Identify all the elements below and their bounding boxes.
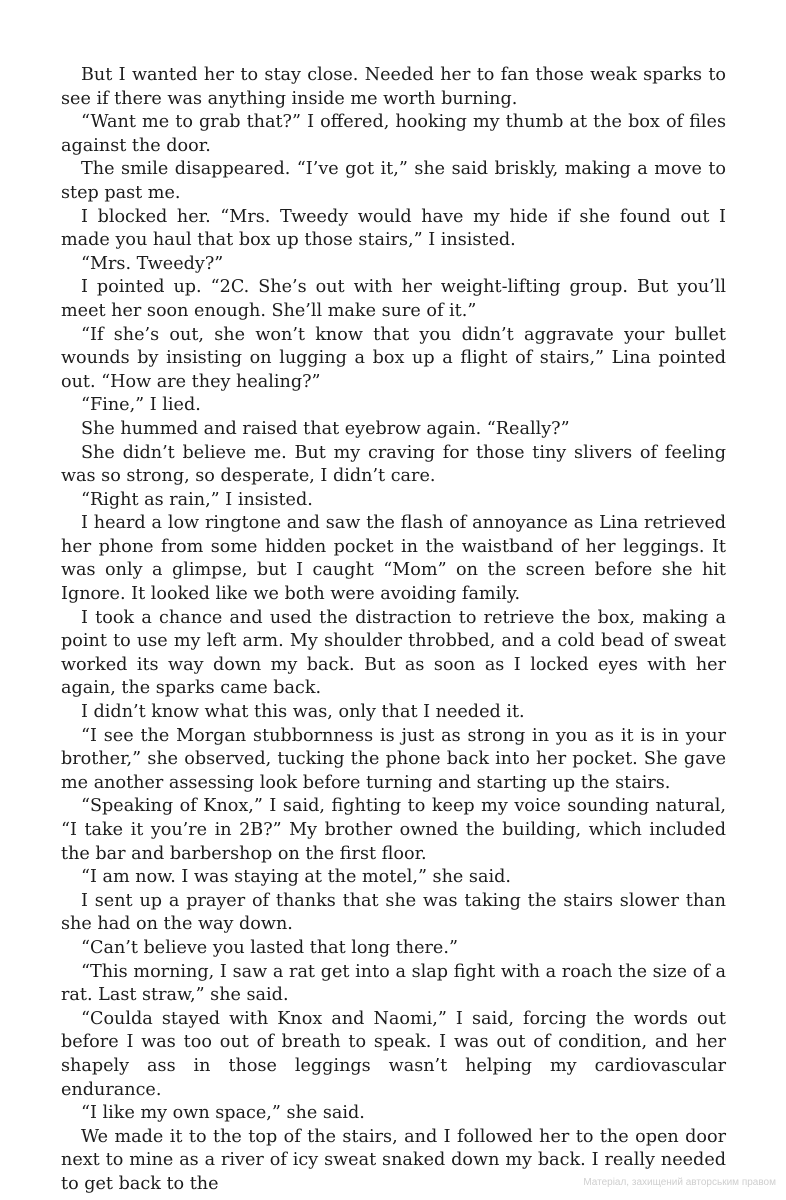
paragraph: “Can’t believe you lasted that long there.” xyxy=(81,937,458,958)
paragraph: “This morning, I saw a rat get into a slap fight with a roach the size of a rat. Last straw,” she said. xyxy=(61,961,726,1006)
paragraph: I heard a low ringtone and saw the flash of annoyance as Lina retrieved her phone from some hidden pocket in the waistband of her leggings. It was only a glimpse, but I caught “Mom” on the screen before she hit Ignore. It looked like we both were avoiding family. xyxy=(61,513,726,605)
paragraph: I didn’t know what this was, only that I needed it. xyxy=(81,702,525,723)
paragraph: “I see the Morgan stubbornness is just as strong in you as it is in your brother,” she observed, tucking the phone back into her pocket. She gave me another assessing look before turning and starting up the stairs. xyxy=(61,725,726,793)
paragraph: “Coulda stayed with Knox and Naomi,” I said, forcing the words out before I was too out of breath to speak. I was out of condition, and her shapely ass in those leggings wasn’t helping my cardiovascular endurance. xyxy=(61,1008,726,1100)
paragraph: “Fine,” I lied. xyxy=(81,395,201,416)
paragraph: I sent up a prayer of thanks that she was taking the stairs slower than she had on the way down. xyxy=(61,890,726,935)
paragraph: “Speaking of Knox,” I said, fighting to keep my voice sounding natural, “I take it you’re in 2B?” My brother owned the building, which included the bar and barbershop on the first floor. xyxy=(61,796,726,864)
paragraph: I took a chance and used the distraction to retrieve the box, making a point to use my left arm. My shoulder throbbed, and a cold bead of sweat worked its way down my back. But as soon as I locked eyes with her again, the sparks came back. xyxy=(61,607,726,699)
paragraph: “I like my own space,” she said. xyxy=(81,1103,365,1124)
paragraph: “Want me to grab that?” I offered, hooking my thumb at the box of files against the door. xyxy=(61,112,726,156)
paragraph: “If she’s out, she won’t know that you didn’t aggravate your bullet wounds by insisting on lugging a box up a flight of stairs,” Lina pointed out. “How are they healing?” xyxy=(61,324,726,392)
paragraph: “Mrs. Tweedy?” xyxy=(81,253,224,274)
paragraph: The smile disappeared. “I’ve got it,” she said briskly, making a move to step past me. xyxy=(61,159,726,203)
paragraph: We made it to the top of the stairs, and I followed her to the open door next to mine as a river of icy sweat snaked down my back. I really needed to get back to the xyxy=(61,1126,726,1194)
paragraph: “I am now. I was staying at the motel,” she said. xyxy=(81,867,511,888)
copyright-watermark: Матеріал, захищений авторським правом xyxy=(583,1177,776,1188)
paragraph: “Right as rain,” I insisted. xyxy=(81,489,313,510)
paragraph: I pointed up. “2C. She’s out with her weight-lifting group. But you’ll meet her soon enough. She’ll make sure of it.” xyxy=(61,277,726,321)
paragraph: She hummed and raised that eyebrow again. “Really?” xyxy=(81,418,570,439)
paragraph: But I wanted her to stay close. Needed her to fan those weak sparks to see if there was anything inside me worth burning. xyxy=(61,65,726,109)
paragraph: I blocked her. “Mrs. Tweedy would have my hide if she found out I made you haul that box up those stairs,” I insisted. xyxy=(61,206,726,251)
paragraph: She didn’t believe me. But my craving for those tiny slivers of feeling was so strong, so desperate, I didn’t care. xyxy=(61,442,726,487)
